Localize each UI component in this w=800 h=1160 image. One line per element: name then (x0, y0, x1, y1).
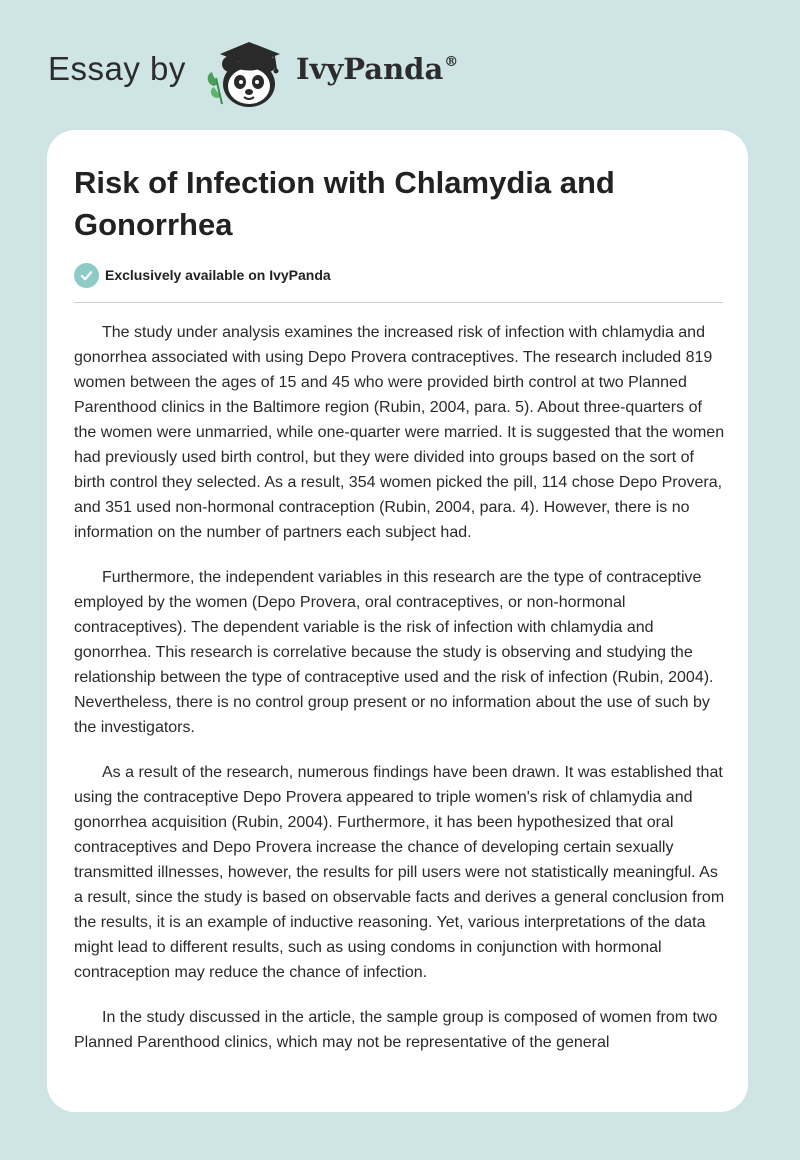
paragraph-3: As a result of the research, numerous findings have been drawn. It was established that using the contraceptive Depo Provera appeared to triple women's risk of chlamydia and gonorrhea acquisition (Rubin, 2004). Furthermore, it has been hypothesized that oral contraceptives and Depo Provera increase the chance of developing certain sexually transmitted illnesses, however, the results for pill users were not statistically meaningful. As a result, since the study is based on observable facts and derives a general conclusion from the results, it is an example of inductive reasoning. Yet, various interpretations of the data might lead to different results, such as using condoms in conjunction with hormonal contraception may reduce the chance of infection. (74, 764, 725, 981)
divider (74, 302, 723, 303)
essay-by-label: Essay by (48, 50, 186, 87)
essay-title: Risk of Infection with Chlamydia and Gonorrhea (74, 165, 615, 242)
exclusive-label: Exclusively available on IvyPanda (105, 267, 331, 283)
exclusive-badge (74, 262, 331, 288)
check-circle-icon (74, 263, 99, 288)
brand-header[interactable] (48, 30, 548, 110)
paragraph-2: Furthermore, the independent variables in this research are the type of contraceptive employed by the women (Depo Provera, oral contraceptives, or non-hormonal contraceptives). The dependent variable is the risk of infection with chlamydia and gonorrhea. This research is correlative because the study is observing and studying the relationship between the type of contraceptive used and the risk of infection (Rubin, 2004). Nevertheless, there is no control group present or no information about the use of such by the investigators. (74, 569, 714, 736)
panda-graduate-logo-icon (204, 34, 288, 110)
brand-name: IvyPanda® (296, 52, 459, 86)
paragraph-1: The study under analysis examines the increased risk of infection with chlamydia and gonorrhea associated with using Depo Provera contraceptives. The research included 819 women between the ages of 15 and 45 who were provided birth control at two Planned Parenthood clinics in the Baltimore region (Rubin, 2004, para. 5). About three-quarters of the women were unmarried, while one-quarter were married. It is suggested that the women had previously used birth control, but they were divided into groups based on the sort of birth control they selected. As a result, 354 women picked the pill, 114 chose Depo Provera, and 351 used non-hormonal contraception (Rubin, 2004, para. 4). However, there is no information on the number of partners each subject had. (74, 324, 725, 541)
paragraph-4: In the study discussed in the article, the sample group is composed of women from two Planned Parenthood clinics, which may not be representative of the general (74, 1009, 718, 1051)
registered-mark: ® (444, 54, 459, 70)
essay-card (47, 130, 748, 1112)
essay-body (74, 320, 726, 1075)
